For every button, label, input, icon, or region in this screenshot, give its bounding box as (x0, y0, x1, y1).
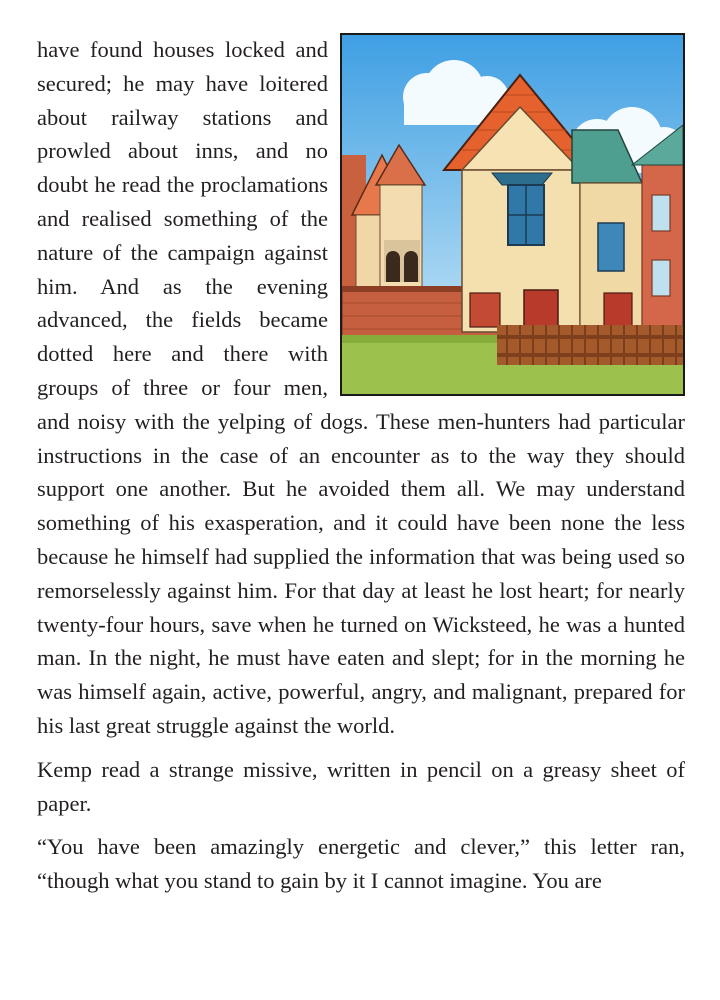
book-page (37, 33, 685, 908)
paragraph: “You have been amazingly energetic and clever,” this letter ran, “though what you stand to gain by it I cannot imagine. You are (37, 834, 685, 894)
town-houses-illustration (340, 33, 685, 396)
paragraph: Kemp read a strange missive, written in pencil on a greasy sheet of paper. (37, 756, 685, 816)
paragraph: have found houses locked and secured; he may have loitered about railway stations and prowled about inns, and no doubt he read the proclamations and realised something of the nature of the campaign against him. And as the evening advanced, the fields became dotted here and there with groups of three or four men, and noisy with the yelping of dogs. These men-hunters had particular instructions in the case of an encounter as to the way they should support one another. But he avoided them all. We may understand something of his exasperation, and it could have been none the less because he himself had supplied the information that was being used so remorselessly against him. For that day at least he lost heart; for nearly twenty-four hours, save when he turned on Wicksteed, he was a hunted man. In the night, he must have eaten and slept; for in the morning he was himself again, active, powerful, angry, and malignant, prepared for his last great struggle against the world. (37, 37, 685, 738)
